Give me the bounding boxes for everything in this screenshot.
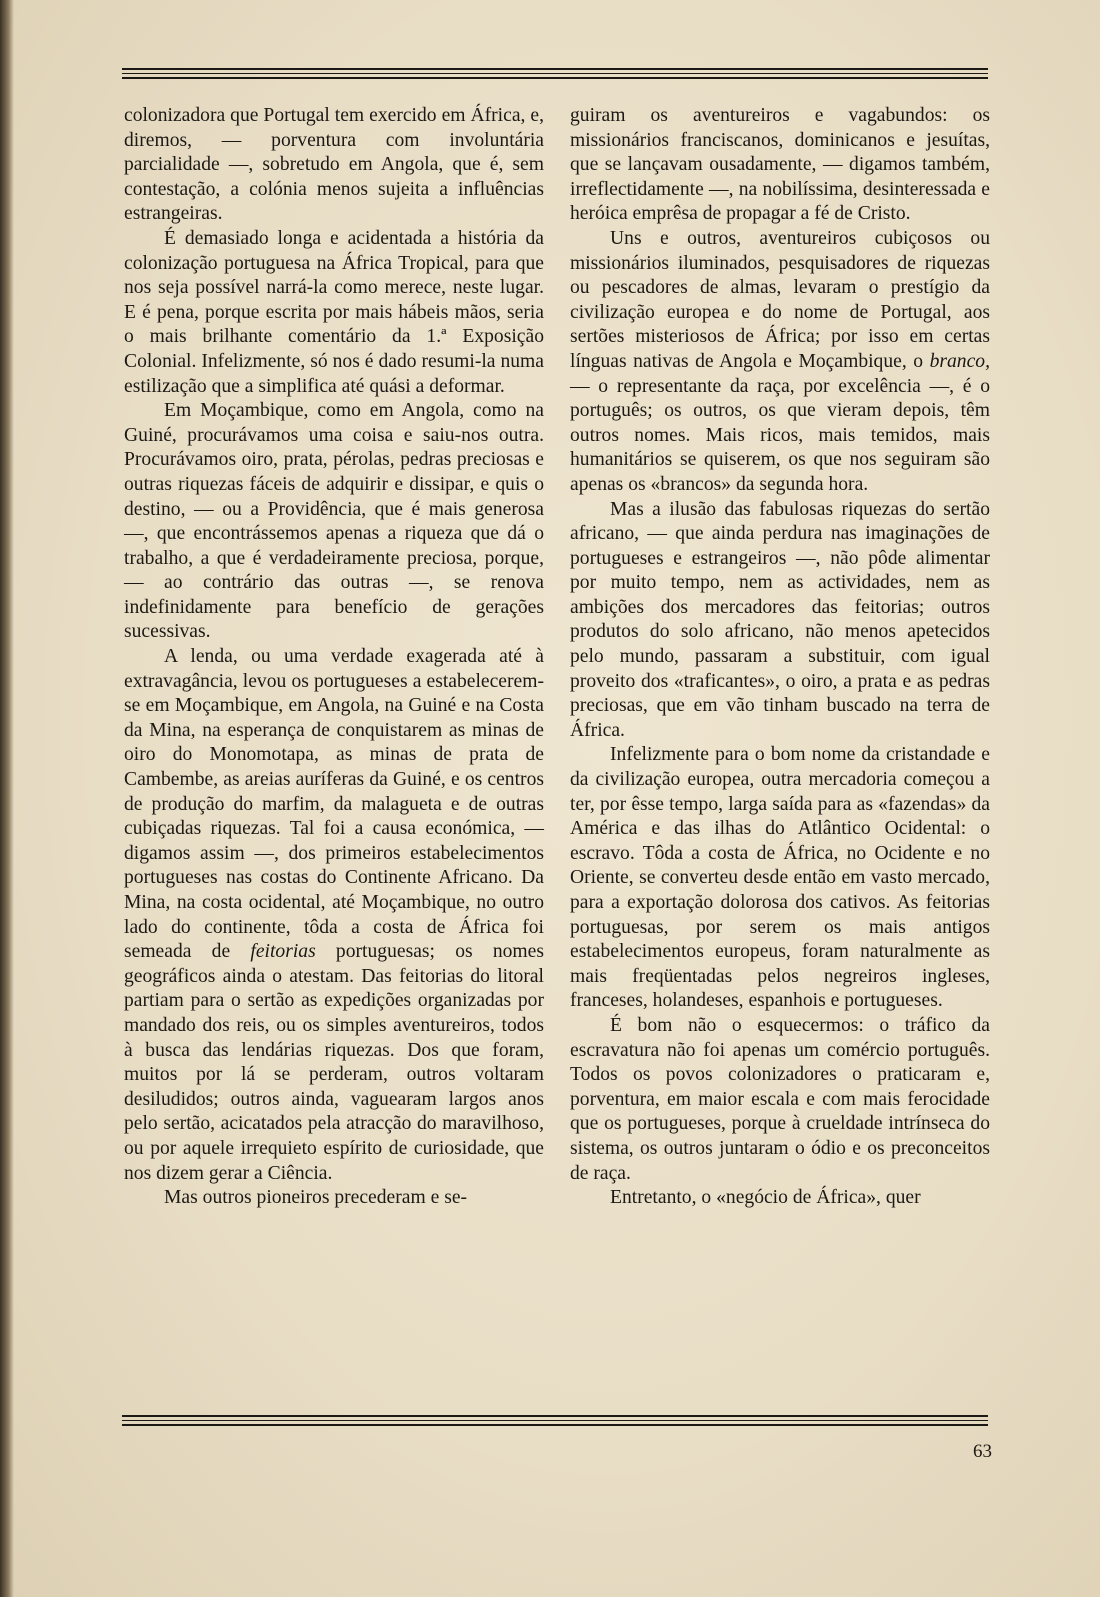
emphasis: branco, bbox=[929, 350, 990, 372]
paragraph: Mas a ilusão das fabulosas riquezas do sertão africano, — que ainda perdura nas imaginações de portugueses e estrangeiros —, não pôde alimentar por muito tempo, nem as actividades, nem as ambições dos mercadores das feitorias; outros produtos do solo africano, não menos apetecidos pelo mundo, passaram a substituir, com igual proveito dos «traficantes», o oiro, a prata e as pedras preciosas, que em vão tinham buscado na terra de África. bbox=[570, 498, 990, 741]
book-spine-shadow bbox=[0, 0, 14, 1597]
right-column bbox=[570, 104, 990, 1211]
paragraph: Uns e outros, aventureiros cubiçosos ou missionários iluminados, pesquisadores de riquezas ou pescadores de almas, levaram o prestígio da civilização europea e do nome de Portugal, aos sertões misteriosos de África; por isso em certas línguas nativas de Angola e Moçambique, o branco, — o representante da raça, por excelência —, é o português; os outros, os que vieram depois, têm outros nomes. Mais ricos, mais temidos, mais humanitários se quiserem, os que nos seguiram são apenas os «brancos» da segunda hora. bbox=[570, 227, 990, 495]
paragraph: É bom não o esquecermos: o tráfico da escravatura não foi apenas um comércio português. Todos os povos colonizadores o praticaram e, porventura, em maior escala e com mais ferocidade que os portugueses, porque à crueldade intrínseca do sistema, os outros juntaram o ódio e os preconceitos de raça. bbox=[570, 1014, 990, 1184]
paragraph: Infelizmente para o bom nome da cristandade e da civilização europea, outra mercadoria começou a ter, por êsse tempo, larga saída para as «fazendas» da América e das ilhas do Atlântico Ocidental: o escravo. Tôda a costa de África, no Ocidente e no Oriente, se converteu desde então em vasto mercado, para a exportação dolorosa dos cativos. As feitorias portuguesas, por serem os mais antigos estabelecimentos europeus, foram naturalmente as mais freqüentadas pelos negreiros ingleses, franceses, holandeses, espanhois e portugueses. bbox=[570, 744, 990, 1012]
emphasis: feitorias bbox=[250, 941, 316, 963]
paragraph: colonizadora que Portugal tem exercido em África, e, diremos, — porventura com involuntária parcialidade —, sobretudo em Angola, que é, sem contestação, a colónia menos sujeita a influências estrangeiras. bbox=[124, 105, 544, 225]
bottom-rule bbox=[122, 1415, 988, 1429]
paragraph: Entretanto, o «negócio de África», quer bbox=[610, 1187, 921, 1209]
page-number: 63 bbox=[973, 1441, 992, 1462]
paragraph: Em Moçambique, como em Angola, como na Guiné, procurávamos uma coisa e saiu-nos outra. Procurávamos oiro, prata, pérolas, pedras preciosas e outras riquezas fáceis de adquirir e dissipar, e quis o destino, — ou a Providência, que é mais generosa —, que encontrássemos apenas a riqueza que dá o trabalho, a que é verdadeiramente preciosa, porque, — ao contrário das outras —, se renova indefinidamente para benefício de gerações sucessivas. bbox=[124, 400, 544, 643]
paragraph: guiram os aventureiros e vagabundos: os missionários franciscanos, dominicanos e jesuítas, que se lançavam ousadamente, — digamos também, irreflectidamente —, na nobilíssima, desinteressada e heróica emprêsa de propagar a fé de Cristo. bbox=[570, 105, 990, 225]
paragraph: Mas outros pioneiros precederam e se- bbox=[164, 1187, 468, 1209]
top-rule bbox=[122, 68, 988, 82]
paragraph: É demasiado longa e acidentada a história da colonização portuguesa na África Tropical, para que nos seja possível narrá-la como merece, neste lugar. E é pena, porque escrita por mais hábeis mãos, seria o mais brilhante comentário da 1.ª Exposição Colonial. Infelizmente, só nos é dado resumi-la numa estilização que a simplifica até quási a deformar. bbox=[124, 227, 544, 397]
paragraph: A lenda, ou uma verdade exagerada até à extravagância, levou os portugueses a estabelecerem-se em Moçambique, em Angola, na Guiné e na Costa da Mina, na esperança de conquistarem as minas de oiro do Monomotapa, as minas de prata de Cambembe, as areias auríferas da Guiné, e os centros de produção do marfim, da malagueta e de outras cubiçadas riquezas. Tal foi a causa económica, — digamos assim —, dos primeiros estabelecimentos portugueses nas costas do Continente Africano. Da Mina, na costa ocidental, até Moçambique, no outro lado do continente, tôda a costa de África foi semeada de feitorias portuguesas; os nomes geográficos ainda o atestam. Das feitorias do litoral partiam para o sertão as expedições organizadas por mandado dos reis, ou os simples aventureiros, todos à busca das lendárias riquezas. Dos que foram, muitos por lá se perderam, outros voltaram desiludidos; outros ainda, vaguearam largos anos pelo sertão, acicatados pela atracção do maravilhoso, ou por aquele irrequieto espírito de curiosidade, que nos dizem gerar a Ciência. bbox=[124, 646, 544, 1184]
left-column bbox=[124, 104, 544, 1211]
